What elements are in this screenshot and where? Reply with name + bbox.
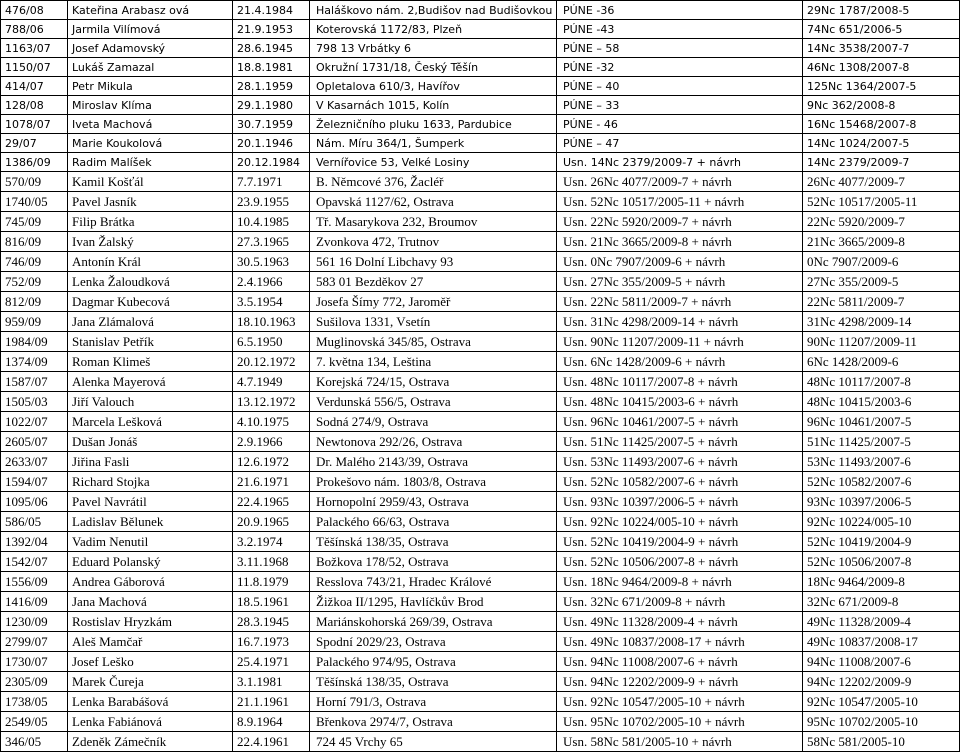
address: Hornopolní 2959/43, Ostrava [310,492,557,512]
case-number: 476/08 [1,1,68,20]
table-row [1,492,960,512]
table-row [1,732,960,752]
reference: Usn. 52Nc 10419/2004-9 + návrh [557,532,803,552]
person-name: Kamil Košťál [68,172,233,192]
address: Sušilova 1331, Vsetín [310,312,557,332]
file-number: 9Nc 362/2008-8 [803,96,960,115]
table-row [1,592,960,612]
file-number: 93Nc 10397/2006-5 [803,492,960,512]
address: 798 13 Vrbátky 6 [310,39,557,58]
table-row [1,532,960,552]
person-name: Miroslav Klíma [68,96,233,115]
person-name: Andrea Gáborová [68,572,233,592]
reference: Usn. 27Nc 355/2009-5 + návrh [557,272,803,292]
person-name: Alenka Mayerová [68,372,233,392]
file-number: 48Nc 10117/2007-8 [803,372,960,392]
reference: PÚNE – 40 [557,77,803,96]
person-name: Roman Klimeš [68,352,233,372]
birth-date: 20.9.1965 [233,512,310,532]
address: Sodná 274/9, Ostrava [310,412,557,432]
person-name: Pavel Jasník [68,192,233,212]
address: Palackého 66/63, Ostrava [310,512,557,532]
file-number: 26Nc 4077/2009-7 [803,172,960,192]
reference: Usn. 48Nc 10415/2003-6 + návrh [557,392,803,412]
case-number: 586/05 [1,512,68,532]
address: Josefa Šímy 772, Jaroměř [310,292,557,312]
case-number: 570/09 [1,172,68,192]
table-row [1,212,960,232]
file-number: 49Nc 11328/2009-4 [803,612,960,632]
case-number: 414/07 [1,77,68,96]
address: 583 01 Bezděkov 27 [310,272,557,292]
case-number: 1587/07 [1,372,68,392]
birth-date: 11.8.1979 [233,572,310,592]
address: Newtonova 292/26, Ostrava [310,432,557,452]
person-name: Lenka Fabiánová [68,712,233,732]
address: Zvonkova 472, Trutnov [310,232,557,252]
table-row [1,472,960,492]
reference: Usn. 26Nc 4077/2009-7 + návrh [557,172,803,192]
person-name: Filip Brátka [68,212,233,232]
case-number: 1078/07 [1,115,68,134]
reference: Usn. 32Nc 671/2009-8 + návrh [557,592,803,612]
address: Koterovská 1172/83, Plzeň [310,20,557,39]
address: Božkova 178/52, Ostrava [310,552,557,572]
person-name: Ladislav Bělunek [68,512,233,532]
reference: Usn. 49Nc 11328/2009-4 + návrh [557,612,803,632]
file-number: 14Nc 2379/2009-7 [803,153,960,172]
address: Železničního pluku 1633, Pardubice [310,115,557,134]
case-number: 746/09 [1,252,68,272]
case-number: 1150/07 [1,58,68,77]
table-row [1,392,960,412]
address: Resslova 743/21, Hradec Králové [310,572,557,592]
table-row [1,77,960,96]
file-number: 22Nc 5920/2009-7 [803,212,960,232]
table-row [1,452,960,472]
table-row [1,115,960,134]
person-name: Marek Čureja [68,672,233,692]
person-name: Aleš Mamčař [68,632,233,652]
table-row [1,232,960,252]
table-row [1,672,960,692]
table-row [1,20,960,39]
case-number: 1095/06 [1,492,68,512]
birth-date: 20.12.1972 [233,352,310,372]
birth-date: 7.7.1971 [233,172,310,192]
case-number: 2633/07 [1,452,68,472]
file-number: 90Nc 11207/2009-11 [803,332,960,352]
birth-date: 16.7.1973 [233,632,310,652]
address: Haláškovo nám. 2,Budišov nad Budišovkou [310,1,557,20]
reference: PÚNE -36 [557,1,803,20]
birth-date: 3.5.1954 [233,292,310,312]
person-name: Lenka Barabášová [68,692,233,712]
address: Mariánskohorská 269/39, Ostrava [310,612,557,632]
address: Nám. Míru 364/1, Šumperk [310,134,557,153]
birth-date: 28.6.1945 [233,39,310,58]
reference: Usn. 48Nc 10117/2007-8 + návrh [557,372,803,392]
address: 561 16 Dolní Libchavy 93 [310,252,557,272]
person-name: Kateřina Arabasz ová [68,1,233,20]
birth-date: 4.7.1949 [233,372,310,392]
person-name: Eduard Polanský [68,552,233,572]
case-number: 959/09 [1,312,68,332]
reference: Usn. 52Nc 10517/2005-11 + návrh [557,192,803,212]
person-name: Josef Adamovský [68,39,233,58]
reference: Usn. 96Nc 10461/2007-5 + návrh [557,412,803,432]
table-row [1,96,960,115]
table-row [1,153,960,172]
birth-date: 21.6.1971 [233,472,310,492]
person-name: Rostislav Hryzkám [68,612,233,632]
file-number: 49Nc 10837/2008-17 [803,632,960,652]
case-number: 1386/09 [1,153,68,172]
file-number: 18Nc 9464/2009-8 [803,572,960,592]
birth-date: 6.5.1950 [233,332,310,352]
reference: Usn. 95Nc 10702/2005-10 + návrh [557,712,803,732]
table-row [1,572,960,592]
person-name: Ivan Žalský [68,232,233,252]
birth-date: 22.4.1961 [233,732,310,752]
case-number: 812/09 [1,292,68,312]
birth-date: 25.4.1971 [233,652,310,672]
reference: Usn. 92Nc 10224/005-10 + návrh [557,512,803,532]
person-name: Iveta Machová [68,115,233,134]
case-number: 2605/07 [1,432,68,452]
address: Opletalova 610/3, Havířov [310,77,557,96]
address: Opavská 1127/62, Ostrava [310,192,557,212]
address: B. Němcové 376, Žacléř [310,172,557,192]
case-number: 2305/09 [1,672,68,692]
address: Okružní 1731/18, Český Těšín [310,58,557,77]
birth-date: 21.9.1953 [233,20,310,39]
file-number: 46Nc 1308/2007-8 [803,58,960,77]
birth-date: 2.4.1966 [233,272,310,292]
table-row [1,332,960,352]
file-number: 21Nc 3665/2009-8 [803,232,960,252]
case-number: 1374/09 [1,352,68,372]
case-number: 1730/07 [1,652,68,672]
file-number: 51Nc 11425/2007-5 [803,432,960,452]
file-number: 52Nc 10517/2005-11 [803,192,960,212]
table-row [1,692,960,712]
reference: Usn. 90Nc 11207/2009-11 + návrh [557,332,803,352]
address: Palackého 974/95, Ostrava [310,652,557,672]
reference: PÚNE - 46 [557,115,803,134]
reference: Usn. 18Nc 9464/2009-8 + návrh [557,572,803,592]
address: Horní 791/3, Ostrava [310,692,557,712]
reference: Usn. 94Nc 12202/2009-9 + návrh [557,672,803,692]
person-name: Richard Stojka [68,472,233,492]
birth-date: 2.9.1966 [233,432,310,452]
person-name: Vadim Nenutil [68,532,233,552]
file-number: 94Nc 11008/2007-6 [803,652,960,672]
reference: PÚNE -32 [557,58,803,77]
address: 7. května 134, Leština [310,352,557,372]
file-number: 92Nc 10547/2005-10 [803,692,960,712]
case-number: 1416/09 [1,592,68,612]
file-number: 96Nc 10461/2007-5 [803,412,960,432]
reference: Usn. 49Nc 10837/2008-17 + návrh [557,632,803,652]
birth-date: 3.1.1981 [233,672,310,692]
case-number: 1392/04 [1,532,68,552]
file-number: 52Nc 10506/2007-8 [803,552,960,572]
address: Těšínská 138/35, Ostrava [310,532,557,552]
case-number: 2799/07 [1,632,68,652]
case-number: 745/09 [1,212,68,232]
address: Břenkova 2974/7, Ostrava [310,712,557,732]
address: Spodní 2029/23, Ostrava [310,632,557,652]
case-number: 346/05 [1,732,68,752]
reference: Usn. 52Nc 10506/2007-8 + návrh [557,552,803,572]
file-number: 53Nc 11493/2007-6 [803,452,960,472]
person-name: Josef Leško [68,652,233,672]
reference: Usn. 93Nc 10397/2006-5 + návrh [557,492,803,512]
table-row [1,58,960,77]
person-name: Petr Mikula [68,77,233,96]
person-name: Dušan Jonáš [68,432,233,452]
reference: Usn. 94Nc 11008/2007-6 + návrh [557,652,803,672]
file-number: 0Nc 7907/2009-6 [803,252,960,272]
table-row [1,134,960,153]
file-number: 6Nc 1428/2009-6 [803,352,960,372]
case-number: 2549/05 [1,712,68,732]
file-number: 14Nc 3538/2007-7 [803,39,960,58]
case-number: 1505/03 [1,392,68,412]
address: Muglinovská 345/85, Ostrava [310,332,557,352]
address: 724 45 Vrchy 65 [310,732,557,752]
person-name: Zdeněk Zámečník [68,732,233,752]
birth-date: 12.6.1972 [233,452,310,472]
person-name: Marcela Lešková [68,412,233,432]
birth-date: 13.12.1972 [233,392,310,412]
case-number: 788/06 [1,20,68,39]
case-number: 1163/07 [1,39,68,58]
case-number: 1740/05 [1,192,68,212]
table-row [1,412,960,432]
table-row [1,612,960,632]
birth-date: 21.4.1984 [233,1,310,20]
table-row [1,632,960,652]
person-name: Marie Koukolová [68,134,233,153]
reference: Usn. 51Nc 11425/2007-5 + návrh [557,432,803,452]
reference: Usn. 31Nc 4298/2009-14 + návrh [557,312,803,332]
file-number: 52Nc 10582/2007-6 [803,472,960,492]
birth-date: 28.3.1945 [233,612,310,632]
case-number: 128/08 [1,96,68,115]
case-number: 1738/05 [1,692,68,712]
address: V Kasarnách 1015, Kolín [310,96,557,115]
person-name: Jana Machová [68,592,233,612]
address: Těšínská 138/35, Ostrava [310,672,557,692]
reference: PÚNE – 33 [557,96,803,115]
file-number: 27Nc 355/2009-5 [803,272,960,292]
reference: Usn. 53Nc 11493/2007-6 + návrh [557,452,803,472]
birth-date: 18.8.1981 [233,58,310,77]
file-number: 29Nc 1787/2008-5 [803,1,960,20]
case-number: 1556/09 [1,572,68,592]
file-number: 14Nc 1024/2007-5 [803,134,960,153]
birth-date: 28.1.1959 [233,77,310,96]
case-number: 1542/07 [1,552,68,572]
file-number: 48Nc 10415/2003-6 [803,392,960,412]
person-name: Jiřina Fasli [68,452,233,472]
birth-date: 23.9.1955 [233,192,310,212]
address: Verdunská 556/5, Ostrava [310,392,557,412]
table-row [1,712,960,732]
reference: Usn. 92Nc 10547/2005-10 + návrh [557,692,803,712]
table-row [1,252,960,272]
reference: Usn. 58Nc 581/2005-10 + návrh [557,732,803,752]
address: Tř. Masarykova 232, Broumov [310,212,557,232]
case-number: 752/09 [1,272,68,292]
birth-date: 18.5.1961 [233,592,310,612]
reference: Usn. 0Nc 7907/2009-6 + návrh [557,252,803,272]
person-name: Jiří Valouch [68,392,233,412]
table-row [1,172,960,192]
file-number: 95Nc 10702/2005-10 [803,712,960,732]
file-number: 125Nc 1364/2007-5 [803,77,960,96]
reference: Usn. 6Nc 1428/2009-6 + návrh [557,352,803,372]
reference: PÚNE -43 [557,20,803,39]
birth-date: 3.11.1968 [233,552,310,572]
table-row [1,652,960,672]
file-number: 92Nc 10224/005-10 [803,512,960,532]
table-row [1,1,960,20]
file-number: 31Nc 4298/2009-14 [803,312,960,332]
table-row [1,192,960,212]
birth-date: 10.4.1985 [233,212,310,232]
person-name: Stanislav Petřík [68,332,233,352]
reference: PÚNE – 58 [557,39,803,58]
birth-date: 29.1.1980 [233,96,310,115]
table-row [1,312,960,332]
case-number: 816/09 [1,232,68,252]
case-number: 29/07 [1,134,68,153]
person-name: Pavel Navrátil [68,492,233,512]
case-number: 1984/09 [1,332,68,352]
reference: Usn. 22Nc 5920/2009-7 + návrh [557,212,803,232]
birth-date: 20.1.1946 [233,134,310,153]
file-number: 74Nc 651/2006-5 [803,20,960,39]
file-number: 16Nc 15468/2007-8 [803,115,960,134]
birth-date: 30.7.1959 [233,115,310,134]
person-name: Lenka Žaloudková [68,272,233,292]
birth-date: 30.5.1963 [233,252,310,272]
table-row [1,432,960,452]
birth-date: 18.10.1963 [233,312,310,332]
file-number: 32Nc 671/2009-8 [803,592,960,612]
birth-date: 3.2.1974 [233,532,310,552]
birth-date: 22.4.1965 [233,492,310,512]
person-name: Jana Zlámalová [68,312,233,332]
reference: Usn. 21Nc 3665/2009-8 + návrh [557,232,803,252]
reference: Usn. 52Nc 10582/2007-6 + návrh [557,472,803,492]
birth-date: 20.12.1984 [233,153,310,172]
file-number: 94Nc 12202/2009-9 [803,672,960,692]
birth-date: 21.1.1961 [233,692,310,712]
reference: PÚNE – 47 [557,134,803,153]
file-number: 52Nc 10419/2004-9 [803,532,960,552]
case-number: 1594/07 [1,472,68,492]
address: Dr. Malého 2143/39, Ostrava [310,452,557,472]
case-number: 1022/07 [1,412,68,432]
person-name: Antonín Král [68,252,233,272]
table-row [1,512,960,532]
case-number: 1230/09 [1,612,68,632]
birth-date: 27.3.1965 [233,232,310,252]
table-row [1,39,960,58]
file-number: 22Nc 5811/2009-7 [803,292,960,312]
birth-date: 8.9.1964 [233,712,310,732]
table-row [1,292,960,312]
person-name: Dagmar Kubecová [68,292,233,312]
person-name: Radim Malíšek [68,153,233,172]
address: Prokešovo nám. 1803/8, Ostrava [310,472,557,492]
table-row [1,272,960,292]
reference: Usn. 14Nc 2379/2009-7 + návrh [557,153,803,172]
address: Korejská 724/15, Ostrava [310,372,557,392]
table-row [1,552,960,572]
reference: Usn. 22Nc 5811/2009-7 + návrh [557,292,803,312]
person-name: Lukáš Zamazal [68,58,233,77]
table-row [1,352,960,372]
address: Vernířovice 53, Velké Losiny [310,153,557,172]
address: Žižkoa II/1295, Havlíčkův Brod [310,592,557,612]
person-name: Jarmila Vilímová [68,20,233,39]
file-number: 58Nc 581/2005-10 [803,732,960,752]
table-body [1,1,960,752]
birth-date: 4.10.1975 [233,412,310,432]
table-row [1,372,960,392]
